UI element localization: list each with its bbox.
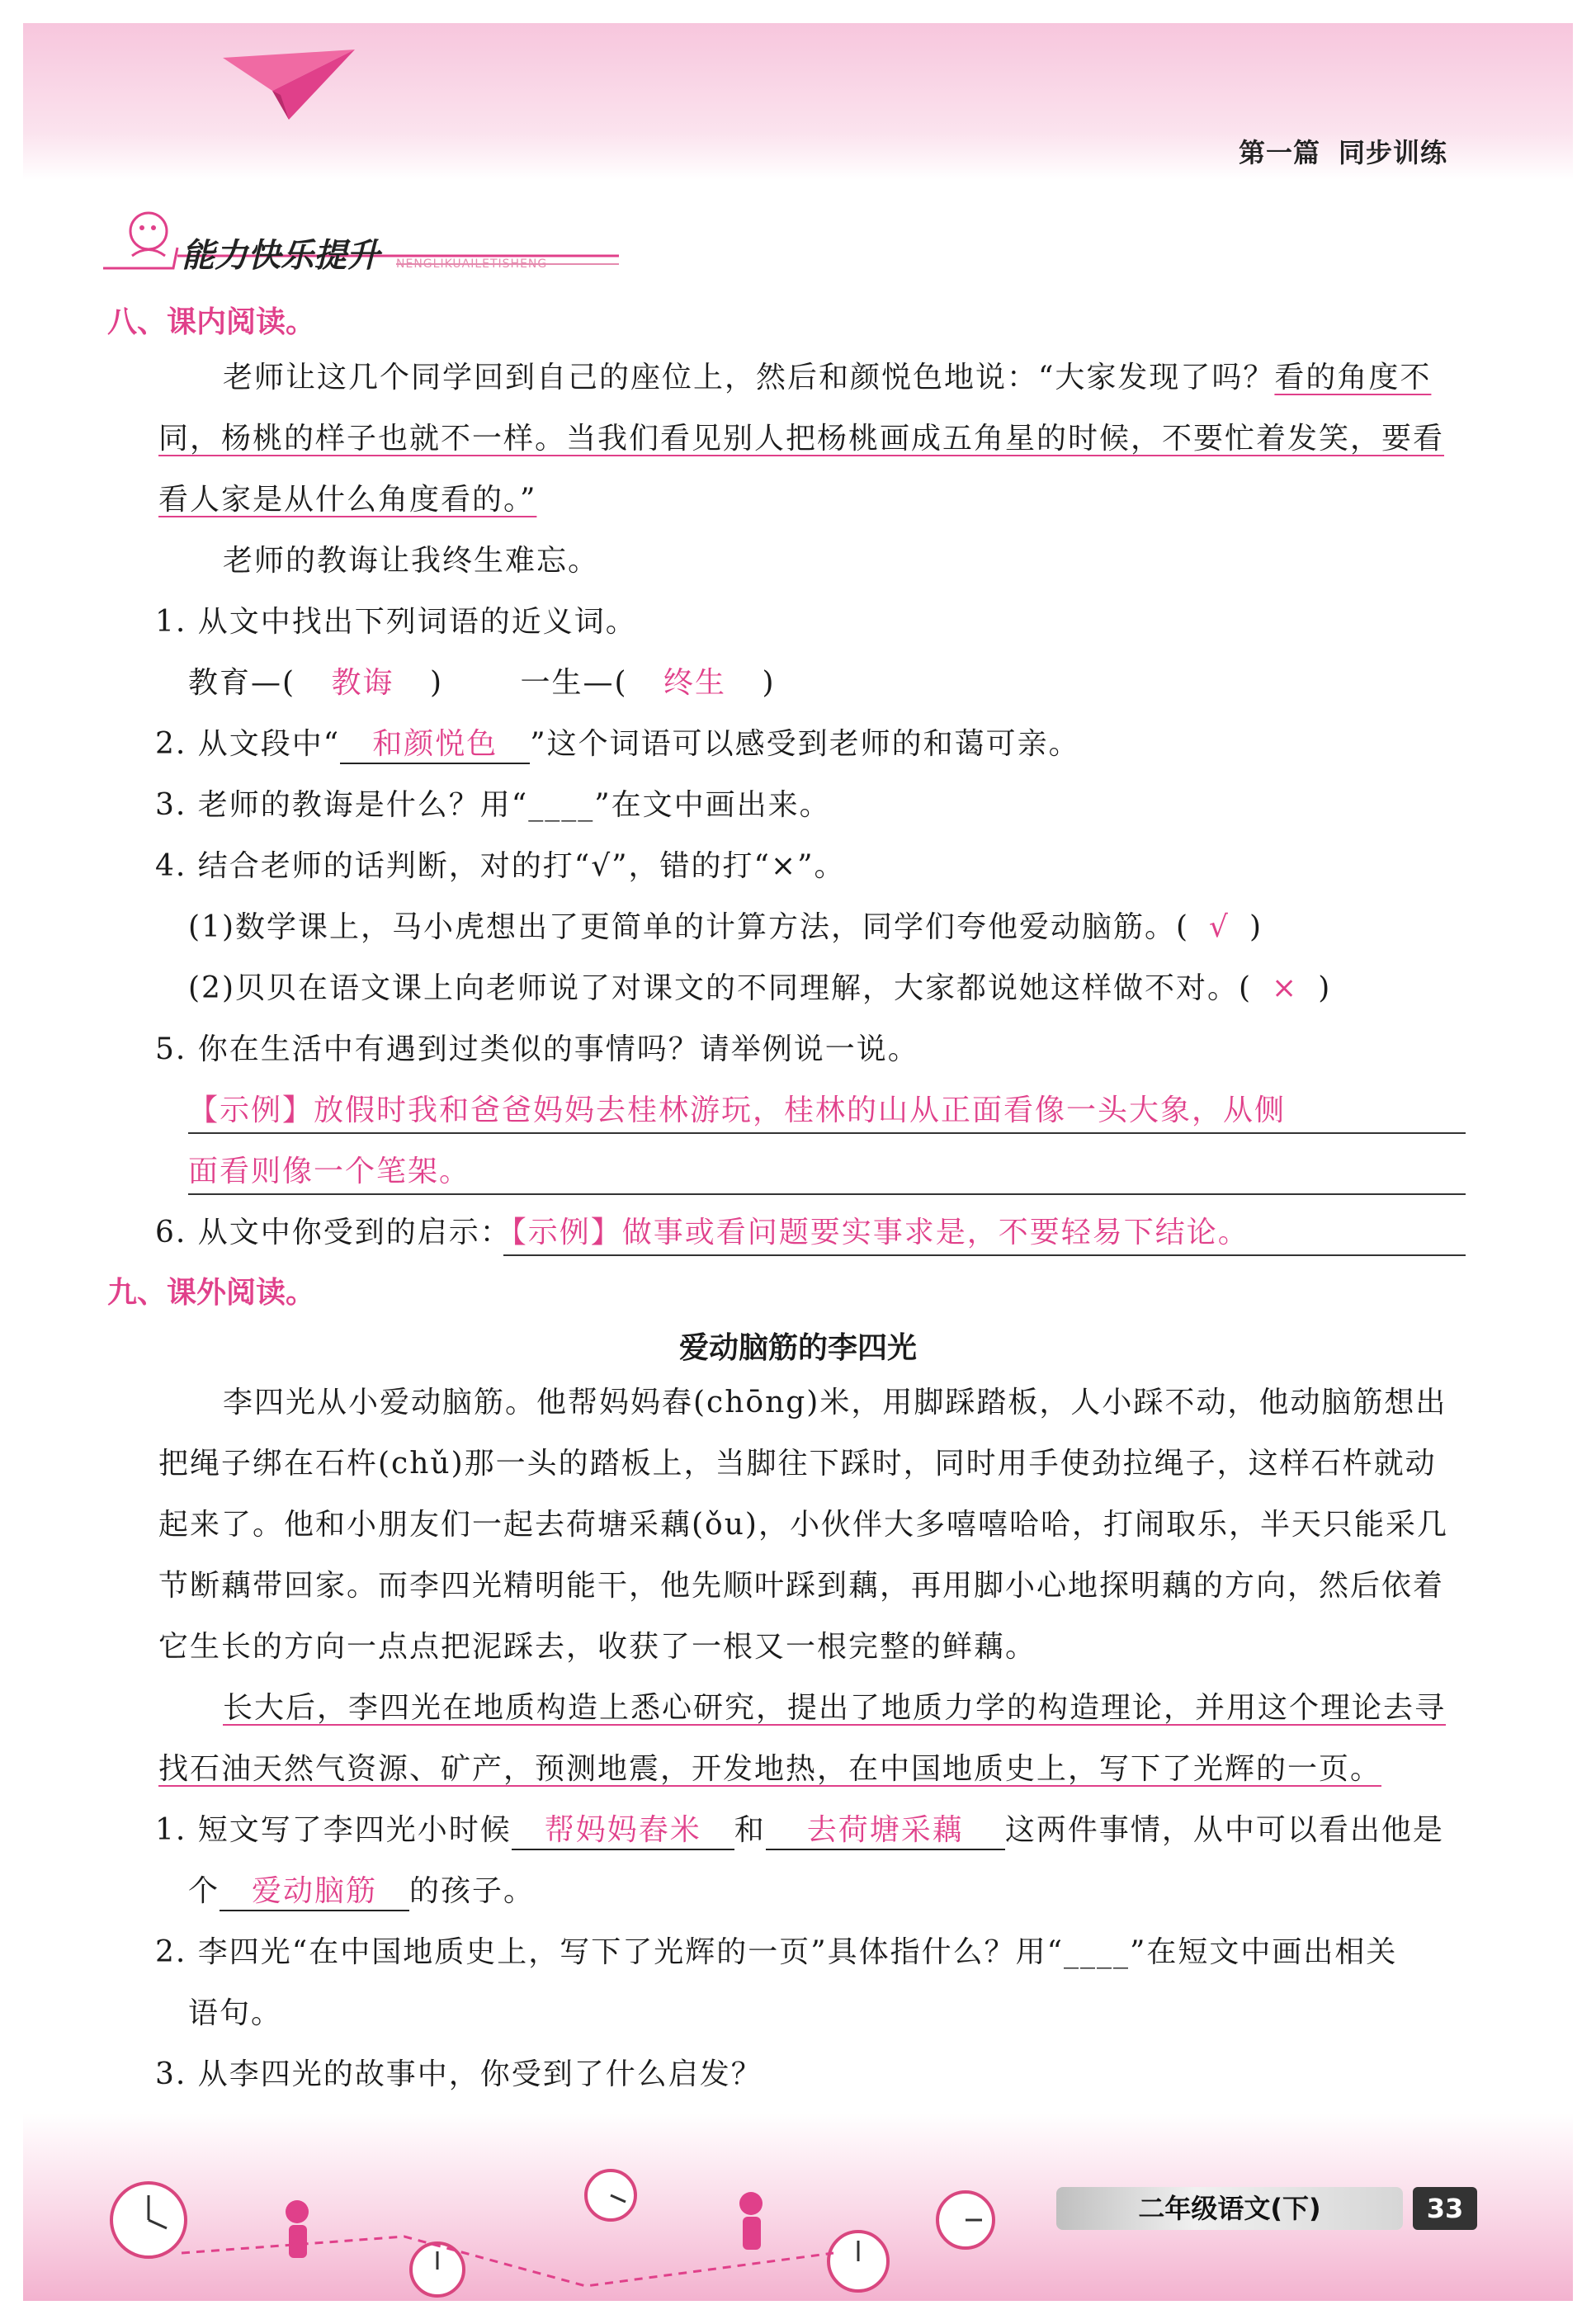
underlined-quote: 看的角度不 bbox=[1274, 361, 1432, 394]
banner-subtitle: NENGLIKUAILETISHENG bbox=[396, 257, 548, 271]
answer-blank-2: 去荷塘采藕 bbox=[766, 1812, 1005, 1850]
synonym-prompt-b: 一生—( bbox=[520, 666, 628, 700]
question-2 bbox=[155, 725, 1080, 764]
synonym-answer-b: 终生 bbox=[663, 666, 726, 700]
question-6-answer: 【示例】做事或看问题要实事求是，不要轻易下结论。 bbox=[511, 1216, 1249, 1249]
question-5-answer-line-2: 面看则像一个笔架。 bbox=[188, 1155, 471, 1188]
passage-line-2: 同，杨桃的样子也就不一样。当我们看见别人把杨桃画成五角星的时候，不要忙着发笑，要看 bbox=[158, 422, 1445, 456]
passage-text: 老师让这几个同学回到自己的座位上，然后和颜悦色地说：“大家发现了吗？ bbox=[223, 361, 1275, 394]
banner-title: 能力快乐提升 bbox=[182, 237, 380, 275]
page-number: 33 bbox=[1413, 2187, 1477, 2230]
section-9-heading: 九、课外阅读。 bbox=[107, 1276, 316, 1310]
question-5-answer-line-1: 【示例】放假时我和爸爸妈妈去桂林游玩，桂林的山从正面看像一头大象，从侧 bbox=[188, 1094, 1287, 1127]
story-line-2: 把绳子绑在石杵(chǔ)那一头的踏板上，当脚往下踩时，同时用手使劲拉绳子，这样石杵就动 bbox=[158, 1447, 1437, 1481]
question-4-item-2 bbox=[188, 969, 1331, 1008]
section-label bbox=[1239, 132, 1447, 170]
answer-blank-3: 爱动脑筋 bbox=[220, 1873, 409, 1911]
judgement-text: (2)贝贝在语文课上向老师说了对课文的不同理解，大家都说她这样做不对。( bbox=[188, 971, 1253, 1005]
question-text: 的孩子。 bbox=[409, 1874, 536, 1908]
close-paren: ) bbox=[762, 666, 776, 700]
passage-line-1 bbox=[223, 358, 1431, 398]
question-2-suffix: ”这个词语可以感受到老师的和蔼可亲。 bbox=[530, 727, 1080, 761]
question-3: 3. 老师的教诲是什么？用“____”在文中画出来。 bbox=[155, 788, 831, 822]
judgement-answer: √ bbox=[1209, 910, 1230, 944]
synonym-answer-a: 教诲 bbox=[331, 666, 394, 700]
question-5: 5. 你在生活中有遇到过类似的事情吗？请举例说一说。 bbox=[155, 1032, 919, 1066]
question-6-prefix: 6. 从文中你受到的启示： bbox=[155, 1216, 512, 1249]
question-4-item-1 bbox=[188, 908, 1263, 947]
judgement-answer: × bbox=[1272, 971, 1299, 1005]
story-question-2-cont: 语句。 bbox=[188, 1996, 283, 2030]
synonym-prompt-a: 教育—( bbox=[188, 666, 296, 700]
question-text: 1. 短文写了李四光小时候 bbox=[155, 1813, 512, 1847]
story-title: 爱动脑筋的李四光 bbox=[678, 1331, 917, 1365]
clocks-decoration bbox=[91, 2162, 999, 2303]
story-line-6: 长大后，李四光在地质构造上悉心研究，提出了地质力学的构造理论，并用这个理论去寻 bbox=[223, 1691, 1447, 1725]
story-question-1 bbox=[155, 1811, 1444, 1850]
passage-line-4: 老师的教诲让我终生难忘。 bbox=[223, 544, 600, 578]
story-line-5: 它生长的方向一点点把泥踩去，收获了一根又一根完整的鲜藕。 bbox=[158, 1630, 1037, 1664]
question-text: 个 bbox=[188, 1874, 220, 1908]
question-text: 这两件事情，从中可以看出他是 bbox=[1004, 1813, 1444, 1847]
story-line-7: 找石油天然气资源、矿产，预测地震，开发地热，在中国地质史上，写下了光辉的一页。 bbox=[158, 1752, 1382, 1786]
story-line-1: 李四光从小爱动脑筋。他帮妈妈舂(chōng)米，用脚踩踏板，人小踩不动，他动脑筋想出 bbox=[223, 1386, 1447, 1419]
story-line-3: 起来了。他和小朋友们一起去荷塘采藕(ǒu)，小伙伴大多嘻嘻哈哈，打闹取乐，半天只能采几 bbox=[158, 1508, 1448, 1542]
question-2-prefix: 2. 从文段中“ bbox=[155, 727, 341, 761]
section-title: 同步训练 bbox=[1338, 137, 1447, 168]
grade-label: 二年级语文(下) bbox=[1056, 2187, 1403, 2230]
answer-rule bbox=[188, 1132, 1466, 1134]
close-paren: ) bbox=[1249, 910, 1263, 944]
close-paren: ) bbox=[1318, 971, 1332, 1005]
story-line-4: 节断藕带回家。而李四光精明能干，他先顺叶踩到藕，再用脚小心地探明藕的方向，然后依着 bbox=[158, 1569, 1445, 1603]
close-paren: ) bbox=[429, 666, 444, 700]
judgement-text: (1)数学课上，马小虎想出了更简单的计算方法，同学们夸他爱动脑筋。( bbox=[188, 910, 1190, 944]
question-text: 和 bbox=[734, 1813, 766, 1847]
story-question-1-cont bbox=[188, 1872, 535, 1911]
answer-rule bbox=[188, 1193, 1466, 1195]
answer-blank-1: 帮妈妈舂米 bbox=[512, 1812, 734, 1850]
part-label: 第一篇 bbox=[1238, 137, 1320, 168]
story-question-2: 2. 李四光“在中国地质史上，写下了光辉的一页”具体指什么？用“____”在短文中画出相关 bbox=[155, 1935, 1398, 1969]
story-question-3: 3. 从李四光的故事中，你受到了什么启发？ bbox=[155, 2057, 763, 2091]
passage-line-3: 看人家是从什么角度看的。” bbox=[158, 483, 537, 517]
question-6 bbox=[155, 1213, 1249, 1253]
question-1-answers bbox=[188, 664, 775, 703]
section-8-heading: 八、课内阅读。 bbox=[107, 305, 316, 339]
question-2-answer: 和颜悦色 bbox=[340, 726, 530, 764]
question-1: 1. 从文中找出下列词语的近义词。 bbox=[155, 605, 637, 639]
paper-plane-icon bbox=[223, 50, 355, 124]
answer-rule bbox=[503, 1254, 1466, 1256]
question-4: 4. 结合老师的话判断，对的打“√”，错的打“×”。 bbox=[155, 849, 846, 883]
